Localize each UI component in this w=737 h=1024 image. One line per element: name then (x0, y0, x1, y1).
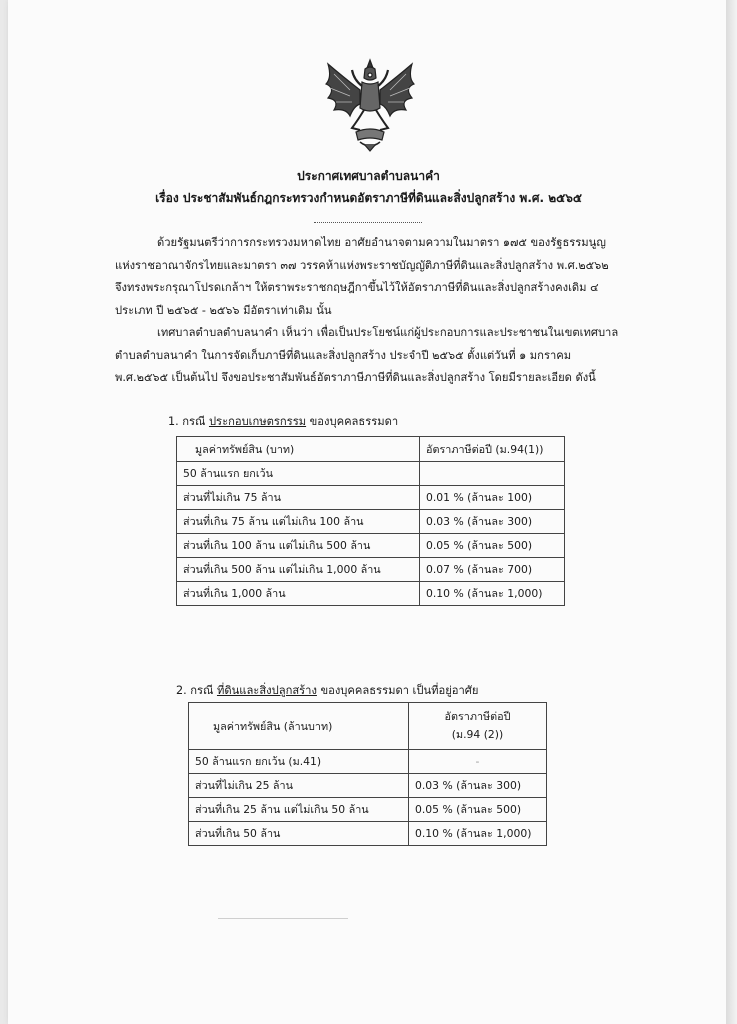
table-header-cell (409, 703, 547, 750)
table-header-line: อัตราภาษีต่อปี (444, 710, 511, 723)
table-cell: 0.01 % (ล้านละ 100) (420, 486, 565, 510)
paragraph-2-text: เทศบาลตำบลตำบลนาคำ เห็นว่า เพื่อเป็นประโยชน์แก่ผู้ประกอบการและประชาชนในเขตเทศบาลตำบลตำบลนาคำ ในการจัดเก็บภาษีที่ดินและสิ่งปลูกสร้าง ประจำปี ๒๕๖๕ ตั้งแต่วันที่ ๑ มกราคม พ.ศ.๒๕๖๕ เป็นต้นไป จึงขอประชาสัมพันธ์อัตราภาษีภาษีที่ดินและสิ่งปลูกสร้าง โดยมีรายละเอียด ดังนี้ (115, 326, 619, 384)
section-2-suffix: ของบุคคลธรรมดา เป็นที่อยู่อาศัย (316, 684, 479, 697)
footer-line (218, 918, 348, 919)
table-row (189, 774, 547, 798)
table-cell: ส่วนที่ไม่เกิน 75 ล้าน (177, 486, 420, 510)
section-1-table (176, 436, 565, 606)
table-row (177, 462, 565, 486)
table-row (189, 822, 547, 846)
table-cell: ส่วนที่เกิน 25 ล้าน แต่ไม่เกิน 50 ล้าน (189, 798, 409, 822)
section-1-underlined: ประกอบเกษตรกรรม (208, 415, 307, 428)
table-header-cell: อัตราภาษีต่อปี (ม.94(1)) (420, 437, 565, 462)
table-row (189, 750, 547, 774)
section-1-prefix: 1. กรณี (168, 415, 209, 428)
table-cell: 0.03 % (ล้านละ 300) (409, 774, 547, 798)
table-cell: 0.05 % (ล้านละ 500) (409, 798, 547, 822)
table-cell: 50 ล้านแรก ยกเว้น (177, 462, 420, 486)
garuda-emblem-icon (320, 56, 420, 152)
table-row (177, 558, 565, 582)
table-row (177, 510, 565, 534)
document-subject: เรื่อง ประชาสัมพันธ์กฎกระทรวงกำหนดอัตราภาษีที่ดินและสิ่งปลูกสร้าง พ.ศ. ๒๕๖๕ (155, 191, 582, 205)
table-row (177, 486, 565, 510)
table-cell: ส่วนที่ไม่เกิน 25 ล้าน (189, 774, 409, 798)
table-cell: ส่วนที่เกิน 75 ล้าน แต่ไม่เกิน 100 ล้าน (177, 510, 420, 534)
section-2-prefix: 2. กรณี (176, 684, 217, 697)
table-header-line: (ม.94 (2)) (451, 728, 504, 741)
page-edge (726, 0, 737, 1024)
table-cell: ส่วนที่เกิน 100 ล้าน แต่ไม่เกิน 500 ล้าน (177, 534, 420, 558)
section-2-underlined: ที่ดินและสิ่งปลูกสร้าง (216, 684, 317, 697)
table-header-cell: มูลค่าทรัพย์สิน (ล้านบาท) (189, 703, 409, 750)
section-2-heading (176, 683, 478, 699)
table-cell (420, 462, 565, 486)
table-cell: 0.10 % (ล้านละ 1,000) (409, 822, 547, 846)
table-cell: - (409, 750, 547, 774)
table-header-cell: มูลค่าทรัพย์สิน (บาท) (177, 437, 420, 462)
table-cell: 0.03 % (ล้านละ 300) (420, 510, 565, 534)
section-2-table (188, 702, 547, 846)
table-cell: 0.07 % (ล้านละ 700) (420, 558, 565, 582)
table-row (177, 534, 565, 558)
table-cell: ส่วนที่เกิน 50 ล้าน (189, 822, 409, 846)
table-row (189, 798, 547, 822)
paragraph-1 (115, 232, 620, 322)
section-1-suffix: ของบุคคลธรรมดา (306, 415, 399, 428)
table-cell: 50 ล้านแรก ยกเว้น (ม.41) (189, 750, 409, 774)
table-row (177, 582, 565, 606)
table-header-row (189, 703, 547, 750)
table-header-row (177, 437, 565, 462)
table-cell: 0.10 % (ล้านละ 1,000) (420, 582, 565, 606)
paragraph-1-text: ด้วยรัฐมนตรีว่าการกระทรวงมหาดไทย อาศัยอำนาจตามความในมาตรา ๑๗๕ ของรัฐธรรมนูญแห่งราชอาณาจักรไทยและมาตรา ๓๗ วรรคห้าแห่งพระราชบัญญัติภาษีที่ดินและสิ่งปลูกสร้าง พ.ศ.๒๕๖๒ จึงทรงพระกรุณาโปรดเกล้าฯ ให้ตราพระราชกฤษฎีกาขึ้นไว้ให้อัตราภาษีที่ดินและสิ่งปลูกสร้างคงเดิม ๔ ประเภท ปี ๒๕๖๕ - ๒๕๖๖ มีอัตราเท่าเดิม นั้น (115, 236, 609, 317)
table-cell: 0.05 % (ล้านละ 500) (420, 534, 565, 558)
section-1-heading (168, 414, 398, 430)
document-title: ประกาศเทศบาลตำบลนาคำ (297, 169, 440, 183)
table-cell: ส่วนที่เกิน 1,000 ล้าน (177, 582, 420, 606)
title-separator (314, 222, 422, 223)
table-cell: ส่วนที่เกิน 500 ล้าน แต่ไม่เกิน 1,000 ล้าน (177, 558, 420, 582)
paragraph-2 (115, 322, 620, 390)
